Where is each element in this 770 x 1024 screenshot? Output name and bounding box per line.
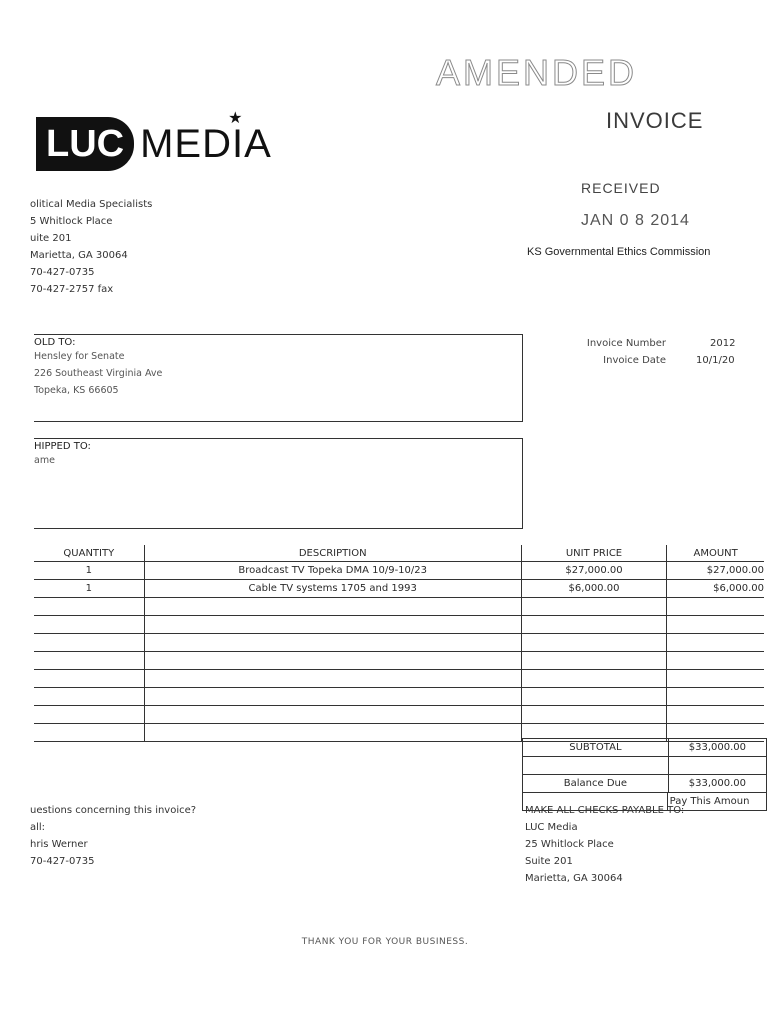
- cell-amount: $27,000.00: [667, 562, 764, 580]
- received-stamp: RECEIVED: [581, 180, 661, 196]
- table-row: [34, 580, 764, 598]
- table-row: [34, 706, 764, 724]
- cell-description: Broadcast TV Topeka DMA 10/9-10/23: [144, 562, 521, 580]
- company-line: Marietta, GA 30064: [30, 250, 128, 261]
- cell-unit-price: $6,000.00: [521, 580, 666, 598]
- logo-media-text: [140, 109, 272, 167]
- amended-stamp: AMENDED: [436, 52, 638, 93]
- table-row: [34, 688, 764, 706]
- contact-line: all:: [30, 822, 46, 833]
- thank-you-note: THANK YOU FOR YOUR BUSINESS.: [301, 937, 469, 947]
- subtotal-label: SUBTOTAL: [523, 739, 669, 756]
- header-quantity: QUANTITY: [34, 545, 144, 562]
- table-row: [34, 670, 764, 688]
- subtotal-value: $33,000.00: [688, 742, 747, 753]
- table-row: [34, 652, 764, 670]
- pay-this-amount: Pay This Amoun: [669, 796, 750, 807]
- table-row: [34, 634, 764, 652]
- header-amount: AMOUNT: [667, 545, 764, 562]
- table-row: [34, 562, 764, 580]
- table-row: [34, 598, 764, 616]
- totals-block: [522, 738, 767, 811]
- cell-amount: $6,000.00: [667, 580, 764, 598]
- payable-line: Suite 201: [525, 856, 573, 867]
- cell-unit-price: $27,000.00: [521, 562, 666, 580]
- contact-line: 70-427-0735: [30, 856, 95, 867]
- invoice-title: INVOICE: [606, 108, 704, 133]
- commission-name: KS Governmental Ethics Commission: [527, 246, 711, 258]
- invoice-number-label: Invoice Number: [586, 338, 666, 349]
- table-row: [34, 616, 764, 634]
- sold-to-line: Hensley for Senate: [34, 351, 125, 362]
- logo-media-label: MEDIA: [140, 121, 272, 166]
- received-date: JAN 0 8 2014: [581, 212, 690, 229]
- cell-quantity: 1: [34, 580, 144, 598]
- header-unit-price: UNIT PRICE: [521, 545, 666, 562]
- invoice-meta: [556, 335, 768, 369]
- sold-to-box: [34, 334, 523, 422]
- logo-luc-text: LUC: [36, 117, 134, 171]
- line-items-table: [34, 545, 764, 742]
- payable-block: [525, 802, 684, 887]
- contact-block: [30, 802, 196, 870]
- sold-to-label: OLD TO:: [34, 337, 76, 348]
- header-description: DESCRIPTION: [144, 545, 521, 562]
- company-line: 70-427-0735: [30, 267, 95, 278]
- payable-line: LUC Media: [525, 822, 578, 833]
- company-line: 5 Whitlock Place: [30, 216, 113, 227]
- shipped-to-label: HIPPED TO:: [34, 441, 91, 452]
- invoice-number-value: 2012: [710, 338, 736, 349]
- payable-line: Marietta, GA 30064: [525, 873, 623, 884]
- invoice-date-value: 10/1/20: [696, 355, 735, 366]
- cell-description: Cable TV systems 1705 and 1993: [144, 580, 521, 598]
- table-header-row: [34, 545, 764, 562]
- payable-heading: MAKE ALL CHECKS PAYABLE TO:: [525, 805, 685, 816]
- shipped-to-box: [34, 438, 523, 529]
- contact-heading: uestions concerning this invoice?: [30, 805, 197, 816]
- subtotal-row: [522, 738, 767, 757]
- shipped-to-line: ame: [34, 455, 55, 466]
- sold-to-line: 226 Southeast Virginia Ave: [34, 368, 163, 379]
- company-address: [30, 196, 152, 298]
- invoice-date-label: Invoice Date: [603, 355, 666, 366]
- star-icon: ★: [228, 109, 244, 127]
- cell-quantity: 1: [34, 562, 144, 580]
- balance-value: $33,000.00: [688, 778, 747, 789]
- sold-to-line: Topeka, KS 66605: [34, 385, 119, 396]
- company-line: 70-427-2757 fax: [30, 284, 114, 295]
- company-line: uite 201: [30, 233, 72, 244]
- contact-line: hris Werner: [30, 839, 88, 850]
- spacer-row: [522, 757, 767, 775]
- company-line: olitical Media Specialists: [30, 199, 153, 210]
- company-logo: [36, 109, 272, 172]
- balance-row: [522, 775, 767, 793]
- payable-line: 25 Whitlock Place: [525, 839, 614, 850]
- balance-label: Balance Due: [523, 775, 669, 792]
